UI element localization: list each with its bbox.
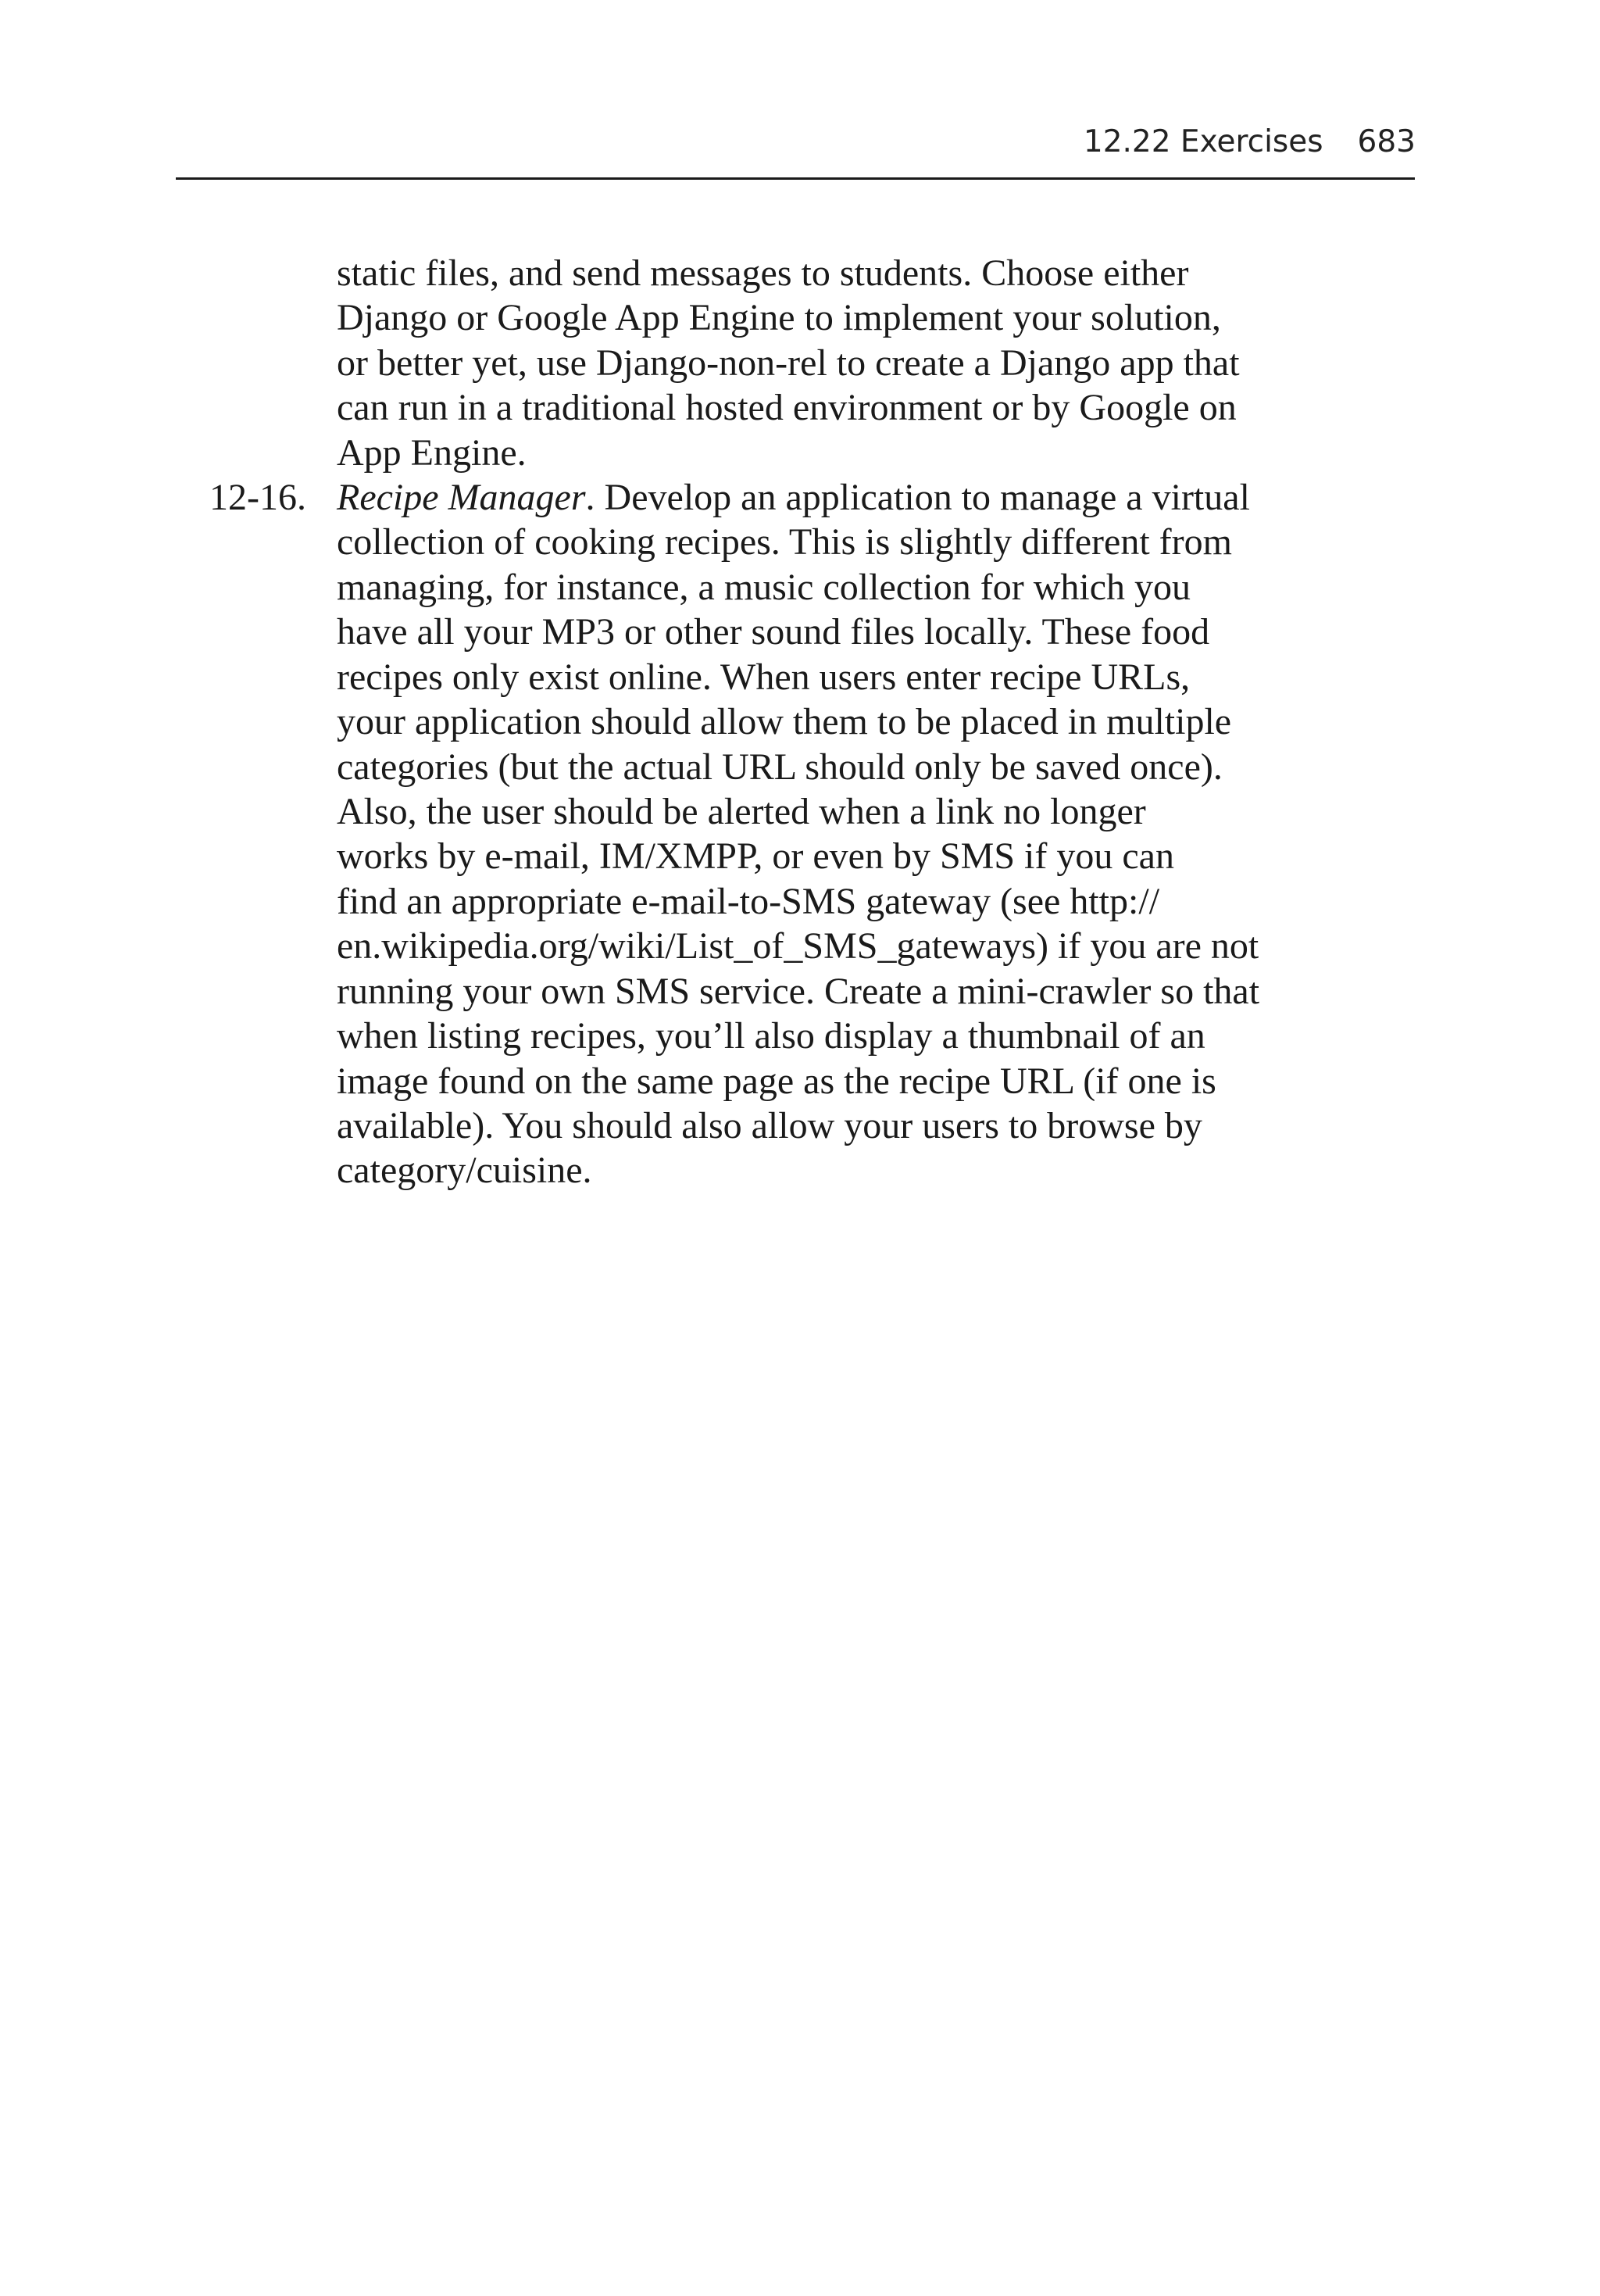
exercise-first-line xyxy=(337,475,1250,520)
text-line: categories (but the actual URL should only be saved once). xyxy=(337,746,1223,788)
text-line: managing, for instance, a music collection for which you xyxy=(337,567,1191,608)
page-number: 683 xyxy=(1357,124,1416,159)
text-line: en.wikipedia.org/wiki/List_of_SMS_gateways) if you are not xyxy=(337,925,1259,967)
section-title: 12.22 Exercises xyxy=(1083,124,1323,159)
text-line: find an appropriate e-mail-to-SMS gateway (see http:// xyxy=(337,881,1160,922)
header-rule xyxy=(176,177,1415,180)
exercise-number: 12-16. xyxy=(209,477,306,518)
text-line: image found on the same page as the recipe URL (if one is xyxy=(337,1060,1216,1102)
text-line: have all your MP3 or other sound files locally. These food xyxy=(337,611,1210,653)
text-line: running your own SMS service. Create a mini-crawler so that xyxy=(337,971,1260,1012)
text-line: recipes only exist online. When users enter recipe URLs, xyxy=(337,656,1191,698)
exercise-title: Recipe Manager xyxy=(337,477,586,518)
text-line: works by e-mail, IM/XMPP, or even by SMS if you can xyxy=(337,835,1174,877)
text-line: . Develop an application to manage a virtual xyxy=(585,477,1250,518)
text-line: collection of cooking recipes. This is slightly different from xyxy=(337,521,1232,563)
text-line: App Engine. xyxy=(337,432,527,474)
text-line: Django or Google App Engine to implement your solution, xyxy=(337,297,1221,338)
text-line: Also, the user should be alerted when a link no longer xyxy=(337,791,1146,832)
running-head xyxy=(1084,119,1416,166)
text-line: can run in a traditional hosted environment or by Google on xyxy=(337,387,1237,428)
text-line: or better yet, use Django-non-rel to create a Django app that xyxy=(337,342,1240,384)
text-line: available). You should also allow your users to browse by xyxy=(337,1105,1202,1146)
text-line: static files, and send messages to students. Choose either xyxy=(337,252,1189,294)
text-line: when listing recipes, you’ll also display a thumbnail of an xyxy=(337,1015,1205,1057)
text-line: your application should allow them to be placed in multiple xyxy=(337,701,1232,742)
text-line: category/cuisine. xyxy=(337,1150,592,1191)
